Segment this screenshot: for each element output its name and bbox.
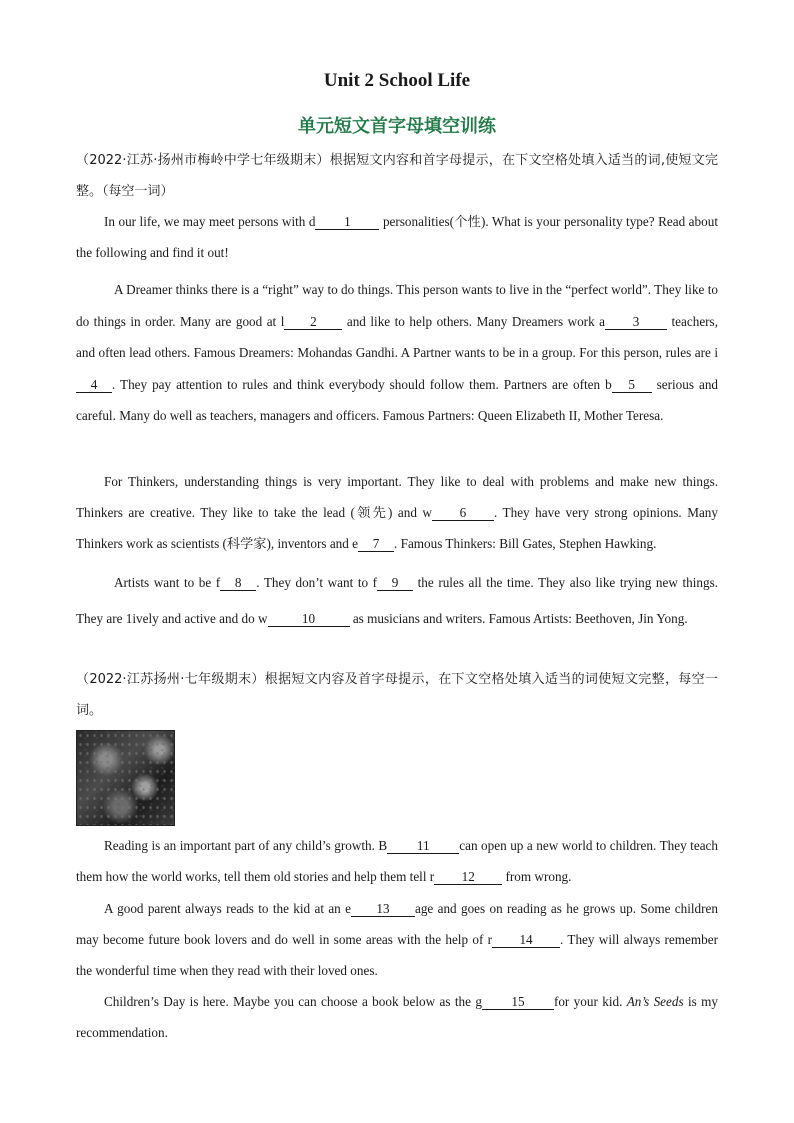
text: age and goes on reading as he grows up. Some children may become future book lovers and do well in some areas with the help of r [76, 901, 718, 947]
text: is my recommendation. [76, 994, 719, 1040]
text: teachers, and often lead others. Famous Dreamers: Mohandas Gandhi. A Partner wants to be in a group. For this person, rules are i [76, 313, 718, 361]
blank-15[interactable]: 15 [482, 994, 554, 1010]
blank-11[interactable]: 11 [387, 838, 459, 854]
passage2-paragraph-2 [76, 893, 718, 986]
text: . They pay attention to rules and think everybody should follow them. Partners are often b [112, 376, 612, 392]
text: Artists want to be f [114, 575, 221, 590]
page-title: Unit 2 School Life [323, 70, 471, 91]
text: A good parent always reads to the kid at an e [104, 901, 351, 916]
passage1-paragraph-3 [76, 466, 718, 559]
blank-5[interactable]: 5 [612, 377, 652, 393]
blank-3[interactable]: 3 [605, 314, 667, 330]
blank-13[interactable]: 13 [351, 901, 415, 917]
book-title: An’s Seeds [626, 994, 684, 1009]
passage1-paragraph-1 [76, 206, 718, 268]
text: For Thinkers, understanding things is very important. They like to deal with problems and make new things. Thinkers are creative. They like to take the lead (领先) and w [76, 474, 718, 520]
text: A Dreamer thinks there is a “right” way to do things. This person wants to live in the “perfect world”. They like to do things in order. Many are good at l [76, 282, 718, 329]
text: Children’s Day is here. Maybe you can choose a book below as the g [104, 994, 482, 1009]
blank-14[interactable]: 14 [492, 932, 560, 948]
text: serious and careful. Many do well as teachers, managers and officers. Famous Partners: Queen Elizabeth II, Mother Teresa. [76, 376, 719, 424]
blank-7[interactable]: 7 [358, 536, 394, 552]
text: the rules all the time. They also like trying new things. They are 1ively and active and do w [76, 575, 718, 626]
text: . They have very strong opinions. Many Thinkers work as scientists (科学家), inventors and e [76, 505, 718, 551]
text: . They don’t want to f [256, 575, 378, 590]
text: Reading is an important part of any child’s growth. B [104, 838, 388, 853]
blank-12[interactable]: 12 [434, 869, 502, 885]
blank-6[interactable]: 6 [432, 505, 494, 521]
book-cover-image [76, 730, 175, 826]
blank-1[interactable]: 1 [315, 214, 379, 230]
text: . Famous Thinkers: Bill Gates, Stephen Hawking. [394, 536, 657, 551]
blank-8[interactable]: 8 [220, 575, 256, 591]
text: personalities(个性). What is your personality type? Read about the following and find it out! [76, 214, 718, 260]
passage1-paragraph-2 [76, 274, 718, 432]
passage2-paragraph-1 [76, 830, 718, 892]
blank-10[interactable]: 10 [268, 611, 350, 627]
passage1-source: （2022·江苏·扬州市梅岭中学七年级期末）根据短文内容和首字母提示，在下文空格处填入适当的词,使短文完整。（每空一词） [76, 153, 718, 199]
text: for your kid. [553, 994, 627, 1009]
page-subtitle: 单元短文首字母填空训练 [298, 116, 496, 137]
text: In our life, we may meet persons with d [104, 214, 316, 229]
passage2-paragraph-3 [76, 986, 718, 1048]
text: from wrong. [502, 869, 572, 884]
text: and like to help others. Many Dreamers work a [342, 313, 606, 329]
text: . They will always remember the wonderful time when they read with their loved ones. [76, 932, 718, 978]
text: can open up a new world to children. They teach them how the world works, tell them old stories and help them tell r [76, 838, 718, 884]
passage1-paragraph-4 [76, 565, 718, 636]
blank-9[interactable]: 9 [377, 575, 413, 591]
blank-4[interactable]: 4 [76, 377, 112, 393]
blank-2[interactable]: 2 [284, 314, 342, 330]
text: as musicians and writers. Famous Artists: Beethoven, Jin Yong. [349, 610, 688, 626]
passage2-source: （2022·江苏扬州·七年级期末）根据短文内容及首字母提示，在下文空格处填入适当的词使短文完整，每空一词。 [76, 672, 718, 718]
